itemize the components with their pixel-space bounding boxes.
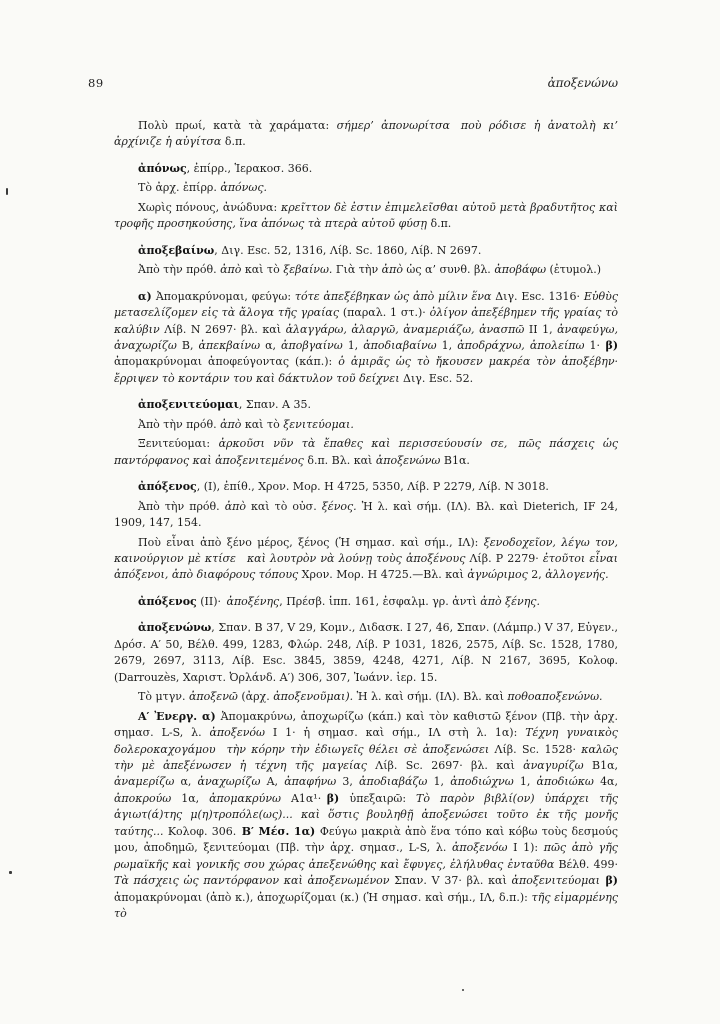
italic-text-run: ξενιτεύομαι. (283, 417, 354, 431)
italic-text-run: ἀποξενοῦμαι). (273, 690, 354, 704)
text-run: ἀπομακρύνομαι ἀποφεύγοντας (κάπ.): (114, 355, 339, 369)
text-run: καὶ τὸ οὐσ. (245, 499, 322, 513)
text-run: Ξενιτεύομαι: (138, 437, 219, 451)
italic-text-run: ἀποδιαβαίνω (363, 338, 442, 352)
text-run: δ.π. (426, 217, 452, 231)
text-run: Τὸ μτγν. (138, 690, 189, 704)
paragraph (114, 118, 618, 151)
paragraph (114, 535, 618, 584)
italic-text-run: ὀλίγον ἀπεξέβημεν τῆς γραίας τὸ καλύβιν (114, 306, 619, 336)
italic-text-run: ἀλλογενής. (545, 568, 609, 582)
text-run: Ἀπὸ τὴν πρόθ. (138, 499, 225, 513)
italic-text-run: ἀποβάφω (494, 263, 547, 277)
text-run: δ.π. Βλ. καὶ (307, 453, 376, 467)
text-run: , Σπαν. Β 37, V 29, Κομν., Διδασκ. Ι 27, 46, Σπαν. (Λάμπρ.) V 37, Εὐγεν., Δρόσ. Α′ 50, Βέλθ. 499, 1283, Φλώρ. 248, Λίβ. P 1031, 1826, 2575, Λίβ. Sc. 1528, 1780, 2679, 2697, 3113, Λίβ. Esc. 3845, 3859, 4248, 4271, Λίβ. N 2167, 3695, Κολοφ. (Darrouzès, Χαριστ. Ὀρλάνδ. Α′) 306, 307, Ἰωάνν. ἱερ. 15. (114, 621, 618, 684)
italic-text-run: ἀναγυρίζω (523, 758, 592, 772)
bold-text-run: β) (326, 791, 350, 805)
paragraph (114, 499, 618, 532)
italic-text-run: ἀποδιώχνω (450, 775, 520, 789)
italic-text-run: ὁ ἀμιρᾶς ὡς τὸ ἤκουσεν μακρέα τὸν ἀποξέβην· ἔρριψεν τὸ κοντάριν του καὶ δάκτυλον τοῦ δείχνει (114, 355, 619, 385)
bold-text-run: β) (605, 874, 618, 888)
text-run: Ἀπὸ τὴν πρόθ. (138, 417, 221, 431)
page-header (88, 76, 618, 90)
text-run: (ἐτυμολ.) (546, 263, 602, 277)
text-run: (ἀρχ. (241, 690, 274, 704)
text-run: Γιὰ τὴν (332, 263, 382, 277)
bold-text-run: ἀποξενώνω (138, 621, 212, 635)
text-run: Διγ. Esc. 52. (403, 371, 474, 385)
text-run: , (I), ἐπίθ., Χρον. Μορ. Η 4725, 5350, Λίβ. P 2279, Λίβ. N 3018. (196, 480, 549, 494)
dictionary-entry-paragraph (114, 397, 618, 413)
paragraph (114, 200, 618, 233)
text-run: , ἐπίρρ., Ἱερακοσ. 366. (186, 161, 313, 175)
text-run: Σπαν. V 37· βλ. καὶ (394, 874, 512, 888)
text-run: ὡς α’ συνθ. βλ. (402, 263, 495, 277)
text-run: Β1α. (443, 453, 470, 467)
text-run: 2, (531, 568, 546, 582)
italic-text-run: ἀπὸ (381, 263, 403, 277)
text-run: Κολοφ. 306. (167, 824, 242, 838)
italic-text-run: Τέχνη γυναικὸς δολεροκαχογάμου τὴν κόρην τὴν ἐδιωγεῖς θέλει σὲ ἀποξενώσει (114, 726, 618, 756)
scan-speck (9, 871, 12, 874)
paragraph (114, 709, 618, 923)
italic-text-run: ξένος. (321, 499, 357, 513)
text-run: Β1α, (591, 758, 618, 772)
dictionary-entry-paragraph (114, 479, 618, 495)
text-run: Διγ. Esc. 1316· (495, 289, 584, 303)
text-run: Χρον. Μορ. Η 4725.—Βλ. καὶ (301, 568, 468, 582)
italic-text-run: ἀναμερίζω (114, 775, 181, 789)
bold-text-run: β) (605, 338, 619, 352)
text-run: , Διγ. Esc. 52, 1316, Λίβ. Sc. 1860, Λίβ. N 2697. (214, 243, 482, 257)
text-run: II 1, (528, 322, 558, 336)
bold-text-run: ἀποξεβαίνω (138, 243, 215, 257)
dictionary-entry-paragraph (114, 289, 618, 388)
text-run: Ἀπομακρύνομαι, φεύγω: (155, 289, 295, 303)
italic-text-run: σήμερ’ ἀπονωρίτσα ποὺ ρόδισε ἡ ἀνατολὴ κι’ ἀρχίνιζε ἡ αὐγίτσα (114, 119, 618, 149)
italic-text-run: ξενοδοχεῖον, λέγω τον, καινούργιον μὲ κτίσε καὶ λουτρὸν νὰ λούνῃ τοὺς ἀποξένους (114, 535, 618, 565)
italic-text-run: ἀποξενῶ (188, 690, 242, 704)
text-run: Ἀπομακρύνω, ἀποχωρίζω (κάπ.) καὶ τὸν καθιστῶ ξένον (Πβ. τὴν ἀρχ. σημασ. L-S, λ. (114, 709, 618, 740)
paragraph (114, 262, 618, 278)
text-run: 4α, (600, 775, 618, 789)
bold-text-run: ἀπόξενος (138, 480, 197, 494)
dictionary-entry-paragraph (114, 594, 618, 610)
bold-text-run: Β′ Μέσ. 1α) (241, 824, 320, 838)
scan-speck (6, 188, 8, 195)
italic-text-run: τῆς εἱμαρμένης τὸ (114, 890, 618, 921)
italic-text-run: ἀποβγαίνω (281, 338, 348, 352)
italic-text-run: ἀποδιαβάζω (359, 775, 434, 789)
text-run: , Σπαν. Α 35. (238, 398, 311, 412)
text-run: 1· (589, 338, 606, 352)
italic-text-run: ἀποκρούω (114, 791, 182, 805)
italic-text-run: ἀγνώριμος (467, 568, 532, 582)
text-run: I 1): (513, 841, 544, 855)
italic-text-run: ἀπὸ ξένης. (480, 594, 540, 608)
italic-text-run: τότε ἀπεξέβηκαν ὡς ἀπὸ μίλιν ἕνα (294, 289, 496, 303)
text-run: καὶ τὸ (241, 417, 284, 431)
text-run: δ.π. (221, 135, 246, 149)
text-run: Λίβ. P 2279· (469, 551, 543, 565)
text-run: ἀπομακρύνομαι (ἀπὸ κ.), ἀποχωρίζομαι (κ.) (Ἡ σημασ. καὶ σήμ., ΙΛ, δ.π.): (114, 890, 532, 904)
text-run: α, (180, 775, 198, 789)
bold-text-run: ἀποξενιτεύομαι (138, 398, 239, 412)
paragraph (114, 436, 618, 469)
italic-text-run: κρεῖττον δὲ ἐστιν ἐπιμελεῖσθαι αὐτοῦ μετὰ βραδυτῆτος καὶ τροφῆς προσηκούσης, ἵνα ἀπόνως τὰ πτερὰ αὐτοῦ φύσῃ (114, 200, 618, 231)
italic-text-run: Τὰ πάσχεις ὡς παντόρφανον καὶ ἀποξενωμένον (114, 874, 395, 888)
italic-text-run: ἀπὸ (220, 417, 242, 431)
italic-text-run: ἀπαφήνω (284, 775, 343, 789)
italic-text-run: Τὸ παρὸν βιβλί(ον) ὑπάρχει τῆς ἁγιωτ(ά)της μ(η)τροπόλε(ως)... καὶ ὅστις βουληθῇ ἀποξενώσει τοῦτο ἐκ τῆς μονῆς ταύτης... (114, 791, 618, 838)
bold-text-run: Α′ Ἐνεργ. α) (138, 709, 221, 723)
italic-text-run: ἀπόνως. (220, 181, 267, 195)
italic-text-run: ἀρκοῦσι νῦν τὰ ἔπαθες καὶ περισσεύουσίν σε, πῶς πάσχεις ὡς παντόρφανος καὶ ἀποξενιτεμένος (114, 437, 618, 467)
paragraph (114, 689, 618, 705)
italic-text-run: πῶς ἀπὸ γῆς ρωμαϊκῆς καὶ γονικῆς σου χώρας ἀπεξενώθης καὶ ἔφυγες, ἐλήλυθας ἐνταῦθα (114, 841, 618, 871)
text-run: Λίβ. N 2697· βλ. καὶ (164, 322, 286, 336)
italic-text-run: ἐτοῦτοι εἶναι ἀπόξενοι, ἀπὸ διαφόρους τόπους (114, 551, 618, 582)
text-run: Ἀπὸ τὴν πρόθ. (138, 263, 221, 277)
text-run: Β, (181, 338, 199, 352)
bold-text-run: ἀπόξενος (138, 594, 197, 608)
bold-text-run: α) (138, 289, 156, 303)
dictionary-entry-paragraph (114, 620, 618, 686)
text-run: , Πρέσβ. ἱππ. 161, ἐσφαλμ. γρ. ἀντὶ (279, 594, 481, 608)
italic-text-run: ἀναχωρίζω (197, 775, 267, 789)
italic-text-run: ἀποδιώκω (536, 775, 601, 789)
text-run: 1α, (181, 791, 210, 805)
text-run: Ποὺ εἶναι ἀπὸ ξένο μέρος, ξένος (Ἡ σημασ. καὶ σήμ., ΙΛ): (138, 535, 484, 549)
bold-text-run: ἀπόνως (138, 161, 187, 175)
text-run: Πολὺ πρωί, κατὰ τὰ χαράματα: (138, 119, 337, 132)
text-run: (παραλ. 1 στ.)· (342, 306, 430, 320)
running-head: ἀποξενώνω (547, 76, 618, 90)
text-run: 1, (347, 338, 364, 352)
italic-text-run: ἀποξενιτεύομαι (511, 874, 606, 888)
text-run: Α1α¹· (290, 791, 327, 805)
text-run: 1, (441, 338, 458, 352)
text-run: Τὸ ἀρχ. ἐπίρρ. (138, 181, 221, 195)
text-run: Ἡ λ. καὶ σήμ. (ΙΛ). Βλ. καὶ Dieterich, IF 24, 1909, 147, 154. (114, 499, 618, 530)
italic-text-run: ἀποξένης (226, 594, 280, 608)
text-run: καὶ τὸ (241, 263, 284, 277)
paragraph (114, 180, 618, 196)
italic-text-run: ποθοαποξενώνω. (507, 690, 603, 704)
text-run: Χωρὶς πόνους, ἀνώδυνα: (138, 200, 281, 214)
text-run: Βέλθ. 499· (558, 857, 618, 871)
italic-text-run: Εὐθὺς μετασελίζομεν εἰς τὰ ἄλογα τῆς γραίας (114, 289, 619, 320)
italic-text-run: ἀποδράχνω, ἀπολείπω (457, 338, 590, 352)
italic-text-run: ἀναφεύγω, ἀναχωρίζω (114, 322, 619, 352)
italic-text-run: ἀλαγγάρω, ἀλαργῶ, ἀναμεριάζω, ἀνασπῶ (285, 322, 529, 336)
italic-text-run: ἀπεκβαίνω (198, 338, 266, 352)
text-run: (II)· (196, 594, 227, 608)
text-block (114, 118, 618, 922)
italic-text-run: ἀπομακρύνω (209, 791, 291, 805)
dictionary-entry-paragraph (114, 161, 618, 177)
text-run: Α, (266, 775, 285, 789)
text-run: Ἡ λ. καὶ σήμ. (ΙΛ). Βλ. καὶ (353, 690, 508, 704)
italic-text-run: ἀποξενόω (451, 841, 514, 855)
text-run: Φεύγω μακριὰ ἀπὸ ἕνα τόπο καὶ κόβω τοὺς δεσμούς μου, ἀποδημῶ, ξενιτεύομαι (Πβ. τὴν ἀρχ. σημασ., L-S, λ. (114, 824, 618, 855)
paragraph (114, 417, 618, 433)
italic-text-run: ξεβαίνω. (283, 263, 333, 277)
text-run: Λίβ. Sc. 1528· (494, 742, 582, 756)
text-run: I 1· ἡ σημασ. καὶ σήμ., ΙΛ στὴ λ. 1α): (272, 726, 526, 740)
scan-speck (462, 989, 464, 991)
italic-text-run: ἀποξενώνω (375, 453, 444, 467)
italic-text-run: ἀπὸ (220, 263, 242, 277)
italic-text-run: ἀπὸ (224, 499, 246, 513)
page-number: 89 (88, 76, 104, 90)
text-run: Λίβ. Sc. 2697· βλ. καὶ (375, 758, 524, 772)
dictionary-entry-paragraph (114, 243, 618, 259)
text-run: 1, (433, 775, 451, 789)
text-run: 1, (519, 775, 537, 789)
text-run: 3, (342, 775, 360, 789)
italic-text-run: καλῶς τὴν μὲ ἀπεξένωσεν ἡ τέχνη τῆς μαγείας (114, 742, 619, 772)
text-run: ὑπεξαιρῶ: (349, 791, 417, 805)
italic-text-run: ἀποξενόω (209, 726, 273, 740)
text-run: α, (265, 338, 282, 352)
